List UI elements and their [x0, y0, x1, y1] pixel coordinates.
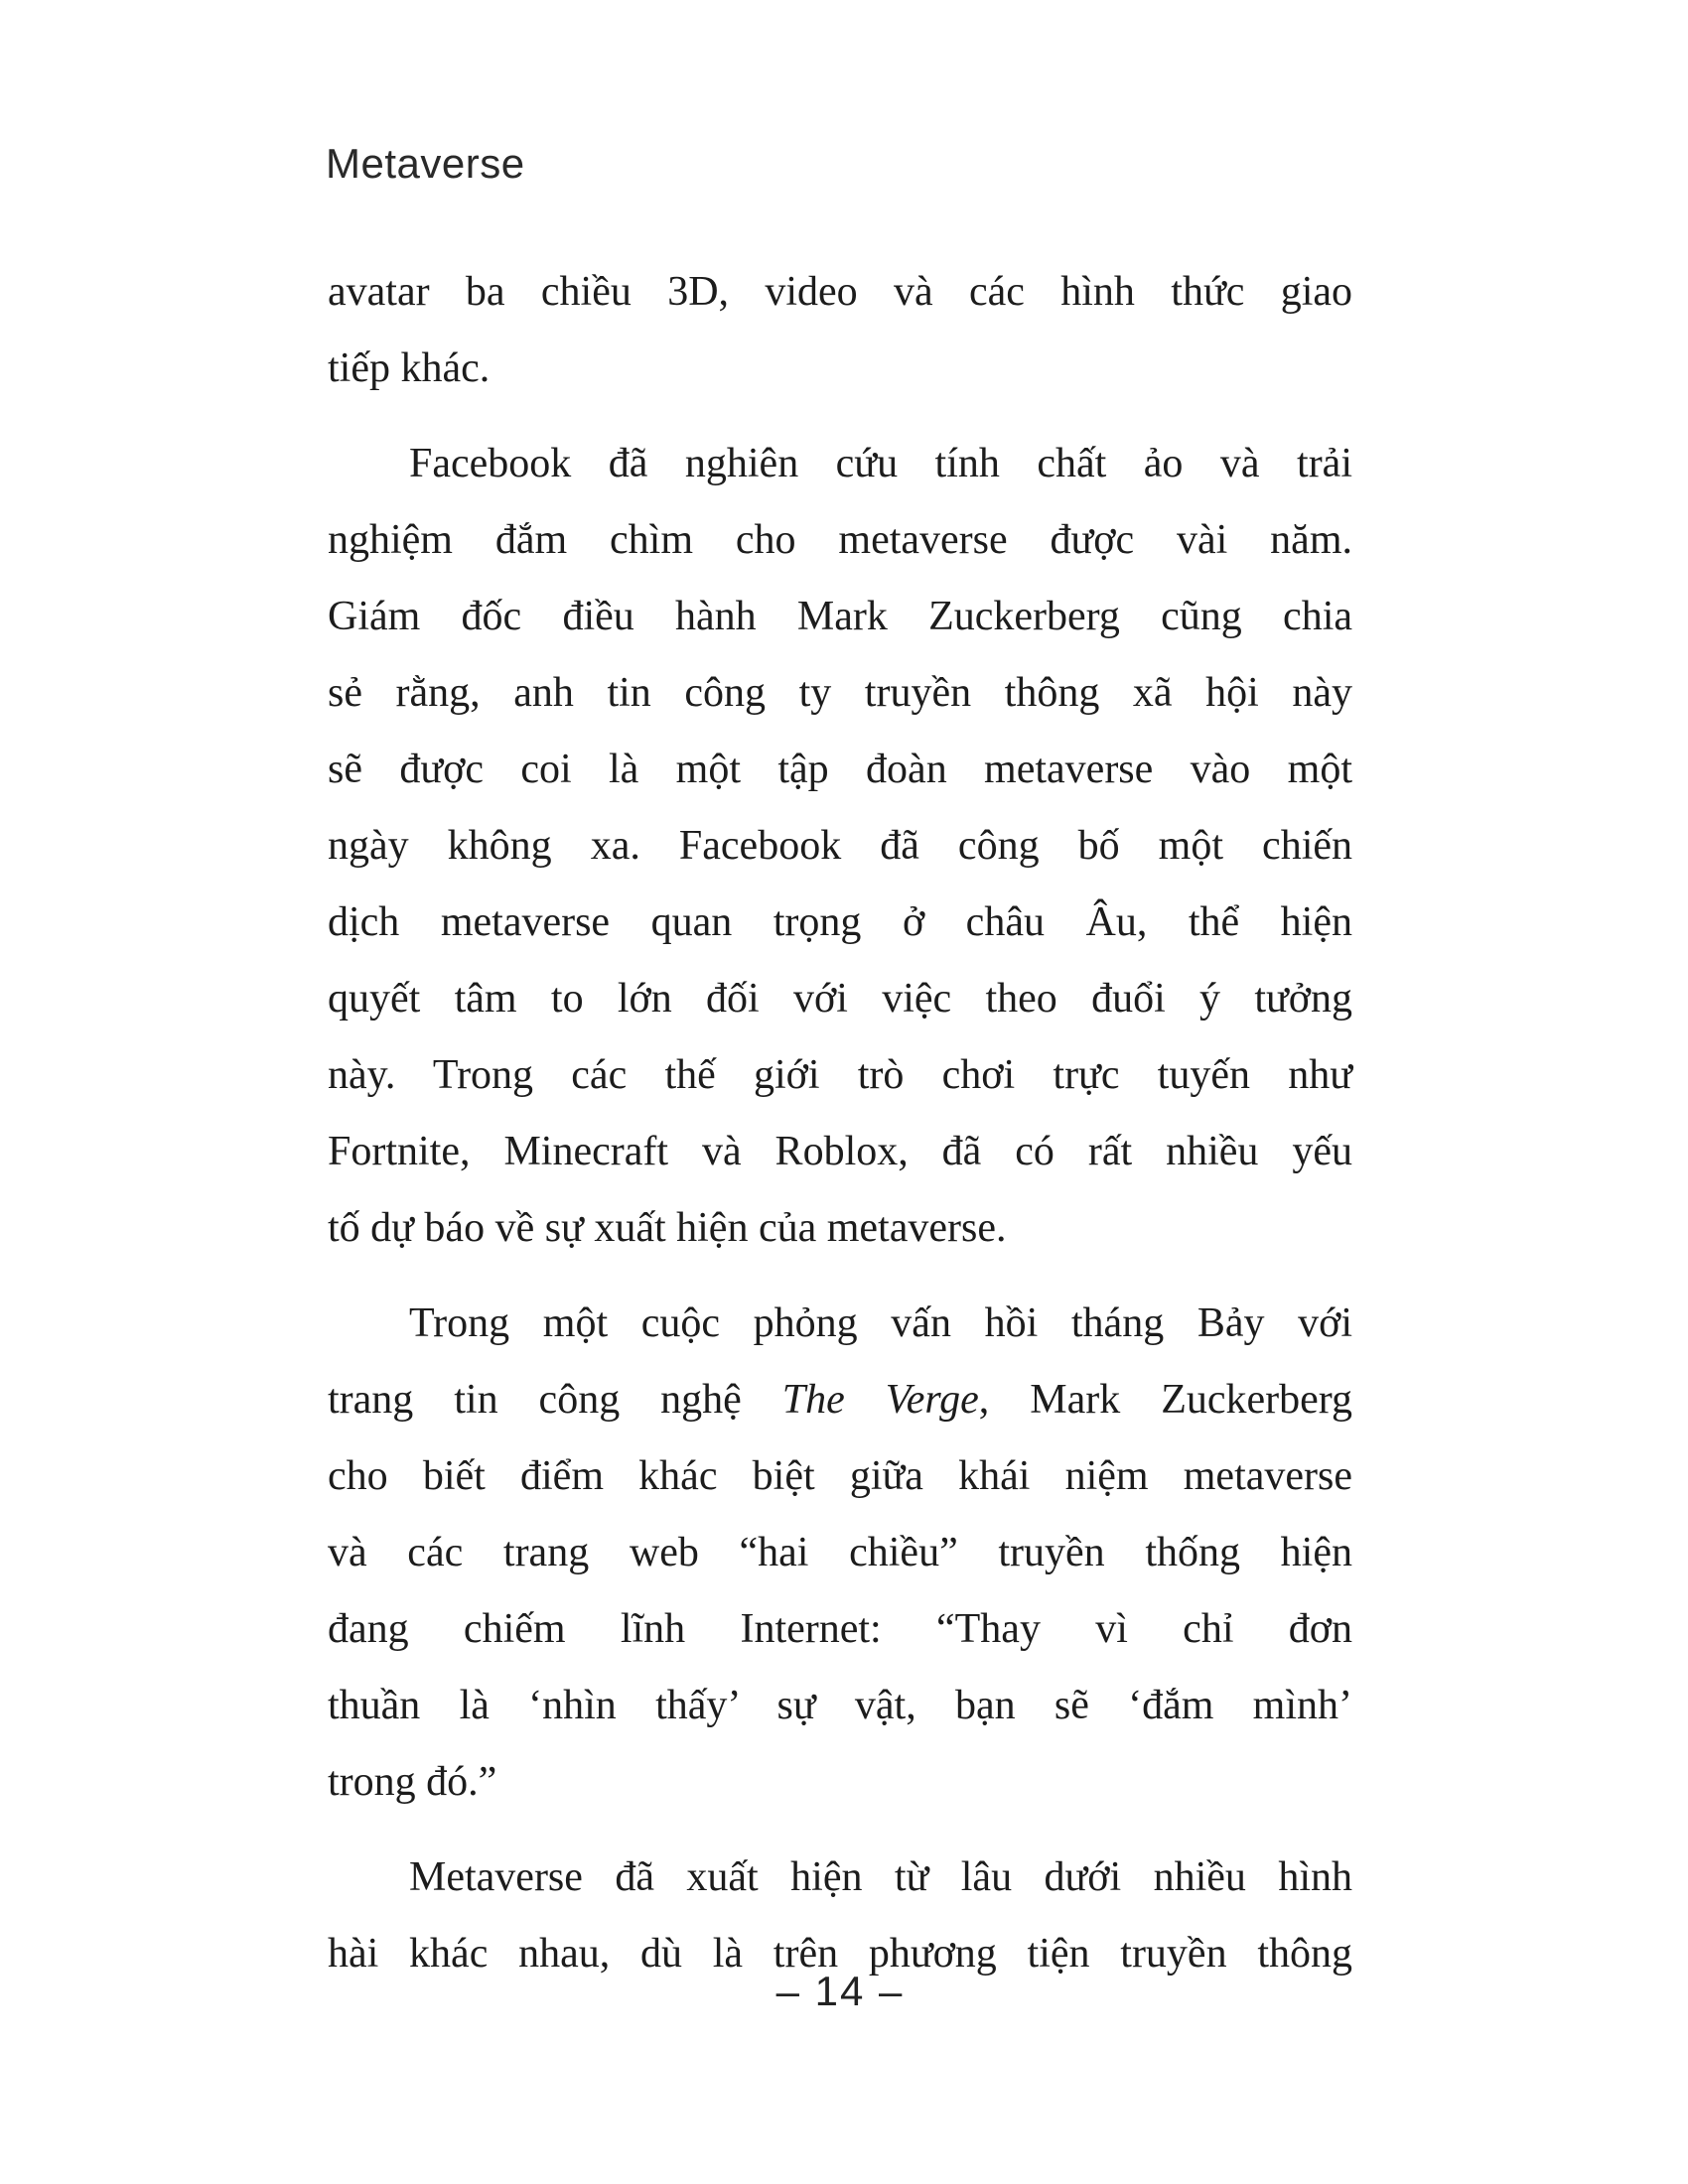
- text-segment: ngày không xa. Facebook đã công bố một chiến: [328, 823, 1352, 869]
- text-line: [328, 732, 1352, 808]
- text-segment: quyết tâm to lớn đối với việc theo đuổi ý tưởng: [328, 976, 1352, 1022]
- text-segment: sẽ được coi là một tập đoàn metaverse vào một: [328, 747, 1352, 792]
- body-text: [328, 254, 1352, 2011]
- text-line: [328, 579, 1352, 655]
- text-line: [328, 426, 1352, 502]
- text-segment: Metaverse đã xuất hiện từ lâu dưới nhiều hình: [409, 1854, 1352, 1900]
- text-segment: và các trang web “hai chiều” truyền thống hiện: [328, 1530, 1352, 1575]
- text-line: [328, 1286, 1352, 1362]
- text-segment: Facebook đã nghiên cứu tính chất ảo và trải: [409, 441, 1352, 486]
- text-line: [328, 254, 1352, 331]
- text-segment: thuần là ‘nhìn thấy’ sự vật, bạn sẽ ‘đắm mình’: [328, 1683, 1352, 1728]
- text-segment: Fortnite, Minecraft và Roblox, đã có rất nhiều yếu: [328, 1129, 1352, 1174]
- text-line: [328, 502, 1352, 579]
- text-line: [328, 1190, 1352, 1267]
- text-segment: trong đó.”: [328, 1759, 497, 1805]
- text-segment: nghiệm đắm chìm cho metaverse được vài năm.: [328, 517, 1352, 563]
- text-line: [328, 1362, 1352, 1438]
- text-segment: , Mark Zuckerberg: [978, 1377, 1352, 1423]
- text-line: [328, 1515, 1352, 1591]
- text-segment: tố dự báo về sự xuất hiện của metaverse.: [328, 1205, 1007, 1251]
- text-segment: hài khác nhau, dù là trên phương tiện truyền thông: [328, 1931, 1352, 1977]
- text-segment: sẻ rằng, anh tin công ty truyền thông xã hội này: [328, 670, 1352, 716]
- text-segment: Trong một cuộc phỏng vấn hồi tháng Bảy với: [409, 1300, 1352, 1346]
- text-line: [328, 1037, 1352, 1114]
- text-line: [328, 961, 1352, 1037]
- text-line: [328, 1114, 1352, 1190]
- text-line: [328, 331, 1352, 407]
- text-line: [328, 1744, 1352, 1821]
- text-line: [328, 1840, 1352, 1916]
- text-segment: avatar ba chiều 3D, video và các hình thức giao: [328, 269, 1352, 315]
- text-line: [328, 808, 1352, 885]
- text-segment: đang chiếm lĩnh Internet: “Thay vì chỉ đơn: [328, 1606, 1352, 1652]
- text-segment: dịch metaverse quan trọng ở châu Âu, thể hiện: [328, 899, 1352, 945]
- page-number: – 14 –: [775, 1968, 905, 2014]
- text-line: [328, 1591, 1352, 1668]
- paragraph: [328, 426, 1352, 1267]
- text-segment: cho biết điểm khác biệt giữa khái niệm metaverse: [328, 1453, 1352, 1499]
- text-line: [328, 1668, 1352, 1744]
- text-segment: tiếp khác.: [328, 345, 491, 391]
- running-header: Metaverse: [326, 140, 525, 187]
- text-line: [328, 885, 1352, 961]
- text-line: [328, 655, 1352, 732]
- page-footer: [328, 1968, 1352, 2015]
- paragraph: [328, 254, 1352, 407]
- text-segment: này. Trong các thế giới trò chơi trực tuyến như: [328, 1052, 1352, 1098]
- italic-text: The Verge: [781, 1377, 979, 1423]
- text-segment: trang tin công nghệ: [328, 1377, 782, 1423]
- paragraph: [328, 1286, 1352, 1821]
- text-segment: Giám đốc điều hành Mark Zuckerberg cũng chia: [328, 594, 1352, 639]
- text-line: [328, 1438, 1352, 1515]
